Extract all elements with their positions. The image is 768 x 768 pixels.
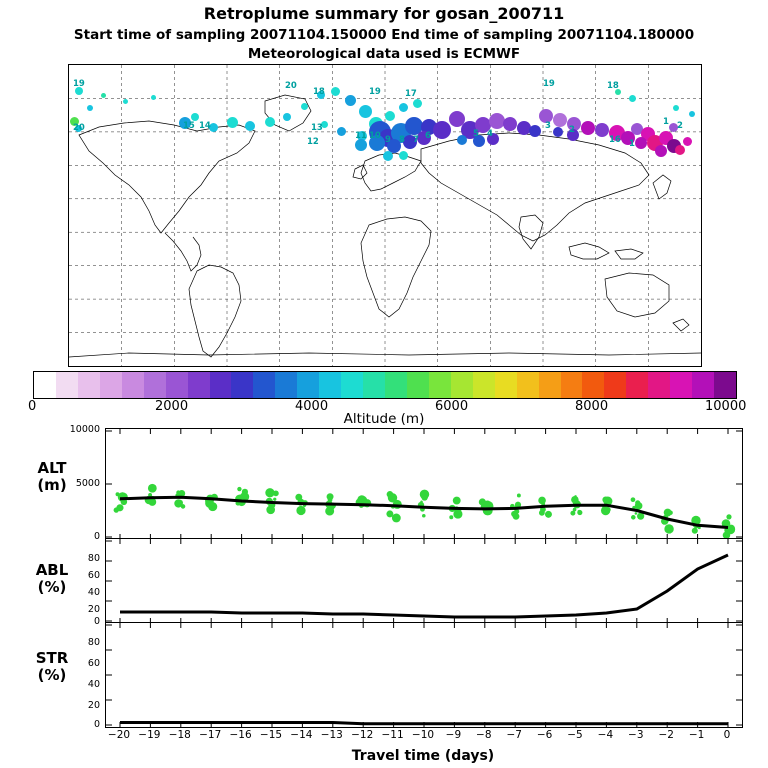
- abl-ytick: 80: [87, 553, 100, 564]
- colorbar-swatch: [210, 372, 232, 398]
- colorbar-swatch: [56, 372, 78, 398]
- colorbar-tick: 2000: [155, 399, 189, 414]
- colorbar-swatch: [561, 372, 583, 398]
- str-ytick: 60: [87, 658, 100, 669]
- alt-particle: [296, 506, 305, 515]
- plume-blob: [457, 135, 467, 145]
- str-ytick: 80: [87, 637, 100, 648]
- colorbar-swatch: [100, 372, 122, 398]
- x-tick-label: −12: [351, 729, 374, 741]
- map-day-label: 3: [545, 121, 551, 131]
- colorbar-swatch: [275, 372, 297, 398]
- alt-particle: [273, 498, 276, 501]
- colorbar-swatch: [341, 372, 363, 398]
- x-tick-label: −20: [107, 729, 131, 741]
- abl-axis-label-line2: (%): [37, 578, 67, 596]
- x-tick-label: −14: [290, 729, 313, 741]
- map-day-label: 13: [311, 123, 323, 133]
- alt-particle: [602, 496, 609, 503]
- plume-blob: [399, 151, 408, 160]
- plume-blob: [101, 93, 106, 98]
- plume-blob: [503, 117, 517, 131]
- colorbar-swatch: [297, 372, 319, 398]
- alt-particle: [273, 490, 279, 496]
- map-day-label: 20: [73, 123, 85, 133]
- colorbar-swatch: [648, 372, 670, 398]
- map-day-label: 19: [369, 87, 381, 97]
- sampling-times: Start time of sampling 20071104.150000 End time of sampling 20071104.180000: [73, 27, 695, 43]
- colorbar-swatch: [451, 372, 473, 398]
- alt-particle: [181, 504, 186, 509]
- plume-blob: [301, 103, 308, 110]
- abl-axis-label-line1: ABL: [35, 561, 69, 579]
- alt-particle: [176, 490, 180, 494]
- plume-blob: [151, 95, 156, 100]
- met-data-note: Meteorological data used is ECMWF: [247, 46, 521, 62]
- alt-particle: [571, 496, 579, 504]
- plume-blob: [689, 111, 695, 117]
- alt-particle: [121, 492, 124, 495]
- x-tick-label: −8: [476, 729, 492, 741]
- colorbar-swatch: [385, 372, 407, 398]
- x-tick-label: −7: [506, 729, 522, 741]
- str-ytick: 0: [93, 719, 100, 730]
- alt-particle: [420, 490, 429, 499]
- x-tick-label: −4: [597, 729, 614, 741]
- colorbar-tick: 0: [28, 399, 37, 414]
- colorbar-swatch: [692, 372, 714, 398]
- colorbar-swatch: [626, 372, 648, 398]
- map-day-label: 10: [369, 131, 381, 141]
- x-tick-label: −5: [567, 729, 583, 741]
- plume-blob: [433, 121, 451, 139]
- x-tick-label: −3: [628, 729, 644, 741]
- alt-ytick: 10000: [69, 424, 100, 435]
- map-day-label: 19: [73, 79, 85, 89]
- alt-particle: [545, 511, 552, 518]
- plume-blob: [553, 113, 567, 127]
- abl-chart: [106, 539, 742, 623]
- x-tick-label: 0: [723, 729, 731, 741]
- plume-blob: [635, 137, 647, 149]
- x-tick-label: −16: [229, 729, 252, 741]
- str-axis-label-line2: (%): [37, 666, 67, 684]
- alt-particle: [539, 510, 545, 516]
- alt-particle: [388, 493, 397, 502]
- plume-blob: [673, 105, 679, 111]
- colorbar-swatch: [188, 372, 210, 398]
- x-tick-label: −19: [138, 729, 161, 741]
- alt-particle: [392, 514, 401, 523]
- colorbar-swatch: [122, 372, 144, 398]
- colorbar-swatch: [670, 372, 692, 398]
- map-day-label: 18: [607, 81, 619, 91]
- alt-particle: [635, 502, 643, 510]
- colorbar-swatch: [166, 372, 188, 398]
- map-day-label: 19: [543, 79, 555, 89]
- plume-blob: [595, 123, 609, 137]
- plume-blob: [683, 137, 692, 146]
- map-day-label: 16: [609, 135, 621, 145]
- plume-blob: [413, 99, 422, 108]
- str-chart: [106, 623, 742, 727]
- plume-blob: [191, 113, 199, 121]
- abl-panel: [105, 538, 743, 624]
- alt-particle: [237, 487, 241, 491]
- alt-particle: [327, 511, 331, 515]
- colorbar-swatch: [407, 372, 429, 398]
- alt-particle: [573, 508, 577, 512]
- plume-blob: [331, 87, 340, 96]
- plume-blob: [123, 99, 128, 104]
- alt-particle: [665, 510, 668, 513]
- alt-particle: [327, 493, 334, 500]
- alt-chart: [106, 429, 742, 539]
- x-tick-label: −13: [320, 729, 343, 741]
- plume-blob: [383, 151, 393, 161]
- str-axis-label-line1: STR: [35, 649, 69, 667]
- map-day-label: 12: [307, 137, 319, 147]
- x-tick-label: −2: [658, 729, 674, 741]
- alt-particle: [422, 514, 426, 518]
- map-day-label: 11: [355, 131, 367, 141]
- colorbar-swatch: [473, 372, 495, 398]
- map-day-label: 18: [313, 87, 325, 97]
- map-day-label: 20: [285, 81, 297, 91]
- alt-ytick: 0: [93, 531, 100, 542]
- x-axis-label: Travel time (days): [351, 748, 495, 764]
- colorbar-swatch: [34, 372, 56, 398]
- colorbar-swatch: [144, 372, 166, 398]
- abl-ytick: 60: [87, 570, 100, 581]
- map-day-label: 7: [413, 135, 419, 145]
- map-day-label: 14: [199, 121, 211, 131]
- colorbar-tick: 10000: [705, 399, 747, 414]
- alt-particle: [116, 504, 123, 511]
- alt-particle: [692, 528, 698, 534]
- x-tick-label: −10: [411, 729, 435, 741]
- alt-panel: [105, 428, 743, 540]
- alt-particle: [511, 511, 517, 517]
- alt-particle: [631, 515, 636, 520]
- str-ytick: 40: [87, 679, 100, 690]
- plume-blob: [385, 111, 395, 121]
- colorbar-swatch: [231, 372, 253, 398]
- colorbar-label: Altitude (m): [343, 411, 425, 427]
- map-day-label: 15: [183, 121, 195, 131]
- map-day-label: 2: [569, 125, 575, 135]
- x-tick-label: −9: [445, 729, 462, 741]
- str-ytick: 20: [87, 700, 100, 711]
- colorbar-swatch: [78, 372, 100, 398]
- plume-blob: [283, 113, 291, 121]
- world-map-panel: [68, 64, 702, 367]
- alt-particle: [577, 510, 582, 515]
- colorbar-swatch: [495, 372, 517, 398]
- alt-particle: [449, 515, 453, 519]
- map-day-label: 5: [473, 129, 479, 139]
- x-tick-label: −15: [259, 729, 283, 741]
- alt-particle: [453, 497, 461, 505]
- x-tick-label: −1: [688, 729, 705, 741]
- alt-ytick: 5000: [75, 478, 100, 489]
- colorbar-swatch: [539, 372, 561, 398]
- colorbar-tick: 6000: [435, 399, 469, 414]
- alt-axis-label-line2: (m): [37, 476, 67, 494]
- page-title: Retroplume summary for gosan_200711: [203, 4, 565, 23]
- map-coastlines: [69, 65, 701, 366]
- alt-particle: [631, 497, 636, 502]
- map-day-label: 1: [629, 139, 635, 149]
- colorbar-swatch: [429, 372, 451, 398]
- altitude-colorbar: [33, 371, 737, 399]
- alt-particle: [420, 501, 423, 504]
- plume-blob: [345, 95, 356, 106]
- colorbar-tick: 4000: [295, 399, 329, 414]
- plume-blob: [529, 125, 541, 137]
- map-day-label: 1: [663, 117, 669, 127]
- map-day-label: 2: [677, 121, 683, 131]
- colorbar-swatch: [582, 372, 604, 398]
- colorbar-swatch: [253, 372, 275, 398]
- abl-ytick: 0: [93, 616, 100, 627]
- alt-particle: [479, 498, 486, 505]
- mean-line: [120, 723, 728, 724]
- colorbar-swatch: [604, 372, 626, 398]
- map-day-label: 6: [425, 131, 431, 141]
- abl-ytick: 20: [87, 604, 100, 615]
- alt-particle: [517, 494, 521, 498]
- colorbar-swatch: [363, 372, 385, 398]
- plume-blob: [265, 117, 275, 127]
- plume-blob: [227, 117, 238, 128]
- abl-ytick: 40: [87, 587, 100, 598]
- map-day-label: 9: [385, 135, 391, 145]
- x-tick-label: −6: [536, 729, 553, 741]
- str-panel: [105, 622, 743, 728]
- alt-particle: [357, 495, 366, 504]
- colorbar-tick: 8000: [575, 399, 609, 414]
- colorbar-swatch: [319, 372, 341, 398]
- plume-blob: [655, 145, 667, 157]
- alt-axis-label-line1: ALT: [37, 459, 67, 477]
- plume-blob: [629, 95, 636, 102]
- plume-blob: [337, 127, 346, 136]
- map-day-label: 4: [487, 129, 493, 139]
- alt-particle: [664, 524, 673, 533]
- plume-blob: [399, 103, 408, 112]
- plume-blob: [87, 105, 93, 111]
- colorbar-swatch: [714, 372, 736, 398]
- plume-blob: [245, 121, 255, 131]
- alt-particle: [635, 512, 638, 515]
- x-tick-label: −17: [199, 729, 222, 741]
- mean-line: [120, 555, 728, 617]
- plume-blob: [553, 127, 563, 137]
- map-day-label: 8: [399, 135, 405, 145]
- x-tick-label: −18: [168, 729, 191, 741]
- plume-blob: [359, 105, 372, 118]
- map-day-label: 17: [405, 89, 417, 99]
- plume-blob: [581, 121, 595, 135]
- alt-particle: [726, 514, 731, 519]
- colorbar-swatch: [517, 372, 539, 398]
- x-tick-label: −11: [381, 729, 404, 741]
- alt-particle: [148, 484, 157, 493]
- plume-blob: [675, 145, 685, 155]
